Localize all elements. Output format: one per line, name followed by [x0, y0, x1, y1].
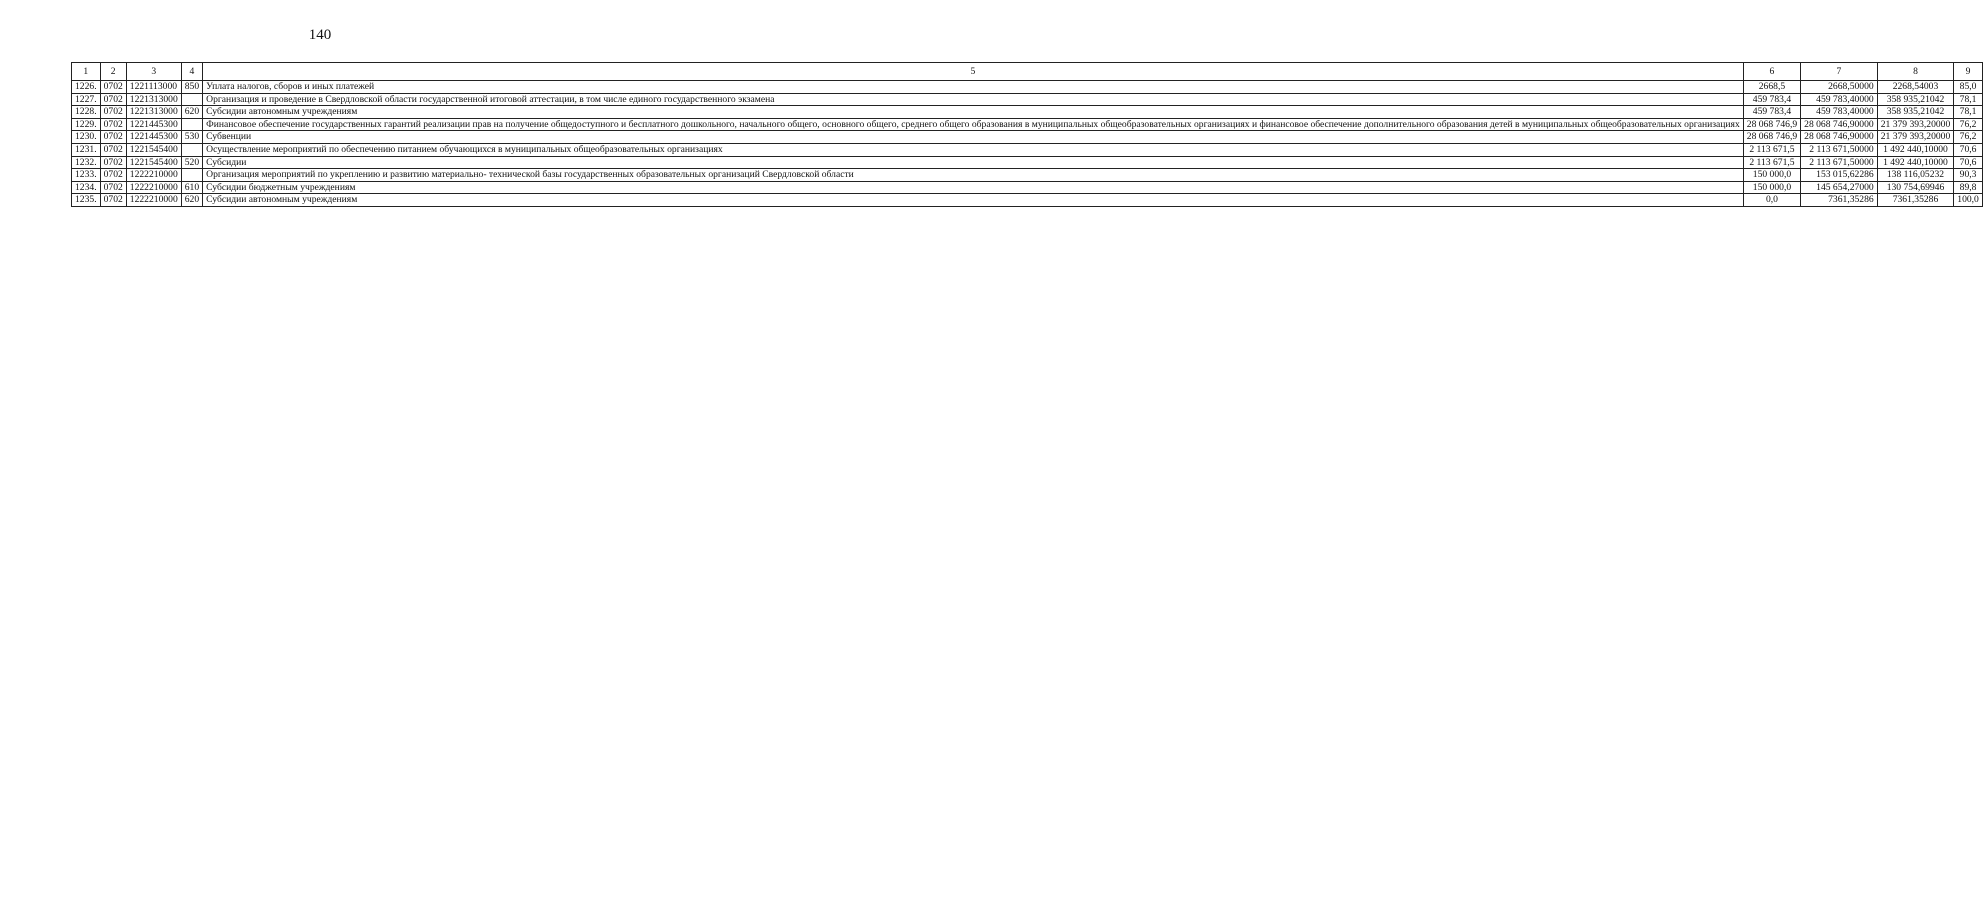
execution-percent: 70,6	[1954, 143, 1983, 156]
expense-type-code	[181, 143, 202, 156]
expense-type-code: 620	[181, 194, 202, 207]
approved-amount: 459 783,4	[1743, 93, 1800, 106]
col-header-6: 6	[1743, 63, 1800, 81]
table-row	[72, 106, 1983, 119]
section-code: 0702	[100, 93, 126, 106]
execution-percent: 100,0	[1954, 194, 1983, 207]
item-name: Организация мероприятий по укреплению и развитию материально- технической базы государственных образовательных организаций Свердловской области	[203, 169, 1744, 182]
item-name: Субсидии бюджетным учреждениям	[203, 181, 1744, 194]
planned-amount: 28 068 746,90000	[1801, 118, 1878, 131]
row-number: 1229.	[72, 118, 101, 131]
executed-amount: 21 379 393,20000	[1877, 118, 1954, 131]
executed-amount: 7361,35286	[1877, 194, 1954, 207]
table-row	[72, 93, 1983, 106]
row-number: 1228.	[72, 106, 101, 119]
planned-amount: 153 015,62286	[1801, 169, 1878, 182]
item-name: Уплата налогов, сборов и иных платежей	[203, 81, 1744, 94]
target-code: 1222210000	[126, 169, 181, 182]
execution-percent: 78,1	[1954, 93, 1983, 106]
execution-percent: 76,2	[1954, 131, 1983, 144]
planned-amount: 2 113 671,50000	[1801, 156, 1878, 169]
item-name: Субсидии	[203, 156, 1744, 169]
executed-amount: 1 492 440,10000	[1877, 143, 1954, 156]
planned-amount: 2668,50000	[1801, 81, 1878, 94]
section-code: 0702	[100, 143, 126, 156]
execution-percent: 85,0	[1954, 81, 1983, 94]
target-code: 1221445300	[126, 118, 181, 131]
planned-amount: 28 068 746,90000	[1801, 131, 1878, 144]
approved-amount: 2 113 671,5	[1743, 156, 1800, 169]
target-code: 1221313000	[126, 93, 181, 106]
row-number: 1232.	[72, 156, 101, 169]
expense-type-code: 520	[181, 156, 202, 169]
col-header-5: 5	[203, 63, 1744, 81]
approved-amount: 28 068 746,9	[1743, 131, 1800, 144]
approved-amount: 0,0	[1743, 194, 1800, 207]
col-header-1: 1	[72, 63, 101, 81]
expense-type-code	[181, 118, 202, 131]
table-row	[72, 156, 1983, 169]
approved-amount: 150 000,0	[1743, 169, 1800, 182]
section-code: 0702	[100, 194, 126, 207]
executed-amount: 138 116,05232	[1877, 169, 1954, 182]
table-row	[72, 169, 1983, 182]
planned-amount: 2 113 671,50000	[1801, 143, 1878, 156]
section-code: 0702	[100, 169, 126, 182]
executed-amount: 130 754,69946	[1877, 181, 1954, 194]
target-code: 1221545400	[126, 156, 181, 169]
section-code: 0702	[100, 131, 126, 144]
target-code: 1221113000	[126, 81, 181, 94]
target-code: 1221313000	[126, 106, 181, 119]
header-row	[72, 63, 1983, 81]
section-code: 0702	[100, 81, 126, 94]
col-header-7: 7	[1801, 63, 1878, 81]
table-row	[72, 131, 1983, 144]
execution-percent: 76,2	[1954, 118, 1983, 131]
approved-amount: 2668,5	[1743, 81, 1800, 94]
row-number: 1231.	[72, 143, 101, 156]
target-code: 1221545400	[126, 143, 181, 156]
page-number: 140	[308, 27, 332, 43]
execution-percent: 89,8	[1954, 181, 1983, 194]
planned-amount: 145 654,27000	[1801, 181, 1878, 194]
item-name: Осуществление мероприятий по обеспечению питанием обучающихся в муниципальных общеобразовательных организациях	[203, 143, 1744, 156]
item-name: Субсидии автономным учреждениям	[203, 194, 1744, 207]
row-number: 1227.	[72, 93, 101, 106]
item-name: Финансовое обеспечение государственных гарантий реализации прав на получение общедоступного и бесплатного дошкольного, начального общего, основного общего, среднего общего образования в муниципальных общеобразовательных организациях и финансовое обеспечение дополнительного образования детей в муниципальных общеобразовательных организациях	[203, 118, 1744, 131]
col-header-9: 9	[1954, 63, 1983, 81]
expense-type-code: 530	[181, 131, 202, 144]
table-row	[72, 194, 1983, 207]
planned-amount: 7361,35286	[1801, 194, 1878, 207]
execution-percent: 78,1	[1954, 106, 1983, 119]
executed-amount: 2268,54003	[1877, 81, 1954, 94]
item-name: Организация и проведение в Свердловской области государственной итоговой аттестации, в том числе единого государственного экзамена	[203, 93, 1744, 106]
approved-amount: 28 068 746,9	[1743, 118, 1800, 131]
budget-table	[71, 62, 1983, 207]
row-number: 1233.	[72, 169, 101, 182]
planned-amount: 459 783,40000	[1801, 106, 1878, 119]
expense-type-code	[181, 169, 202, 182]
table-row	[72, 81, 1983, 94]
execution-percent: 90,3	[1954, 169, 1983, 182]
expense-type-code: 850	[181, 81, 202, 94]
executed-amount: 358 935,21042	[1877, 93, 1954, 106]
executed-amount: 358 935,21042	[1877, 106, 1954, 119]
approved-amount: 2 113 671,5	[1743, 143, 1800, 156]
item-name: Субвенции	[203, 131, 1744, 144]
planned-amount: 459 783,40000	[1801, 93, 1878, 106]
approved-amount: 150 000,0	[1743, 181, 1800, 194]
col-header-4: 4	[181, 63, 202, 81]
executed-amount: 21 379 393,20000	[1877, 131, 1954, 144]
section-code: 0702	[100, 181, 126, 194]
execution-percent: 70,6	[1954, 156, 1983, 169]
item-name: Субсидии автономным учреждениям	[203, 106, 1744, 119]
row-number: 1234.	[72, 181, 101, 194]
row-number: 1230.	[72, 131, 101, 144]
col-header-2: 2	[100, 63, 126, 81]
table-row	[72, 143, 1983, 156]
expense-type-code: 610	[181, 181, 202, 194]
expense-type-code	[181, 93, 202, 106]
section-code: 0702	[100, 118, 126, 131]
target-code: 1222210000	[126, 194, 181, 207]
approved-amount: 459 783,4	[1743, 106, 1800, 119]
row-number: 1235.	[72, 194, 101, 207]
target-code: 1222210000	[126, 181, 181, 194]
expense-type-code: 620	[181, 106, 202, 119]
col-header-3: 3	[126, 63, 181, 81]
row-number: 1226.	[72, 81, 101, 94]
executed-amount: 1 492 440,10000	[1877, 156, 1954, 169]
section-code: 0702	[100, 106, 126, 119]
target-code: 1221445300	[126, 131, 181, 144]
col-header-8: 8	[1877, 63, 1954, 81]
section-code: 0702	[100, 156, 126, 169]
table-row	[72, 118, 1983, 131]
table-row	[72, 181, 1983, 194]
